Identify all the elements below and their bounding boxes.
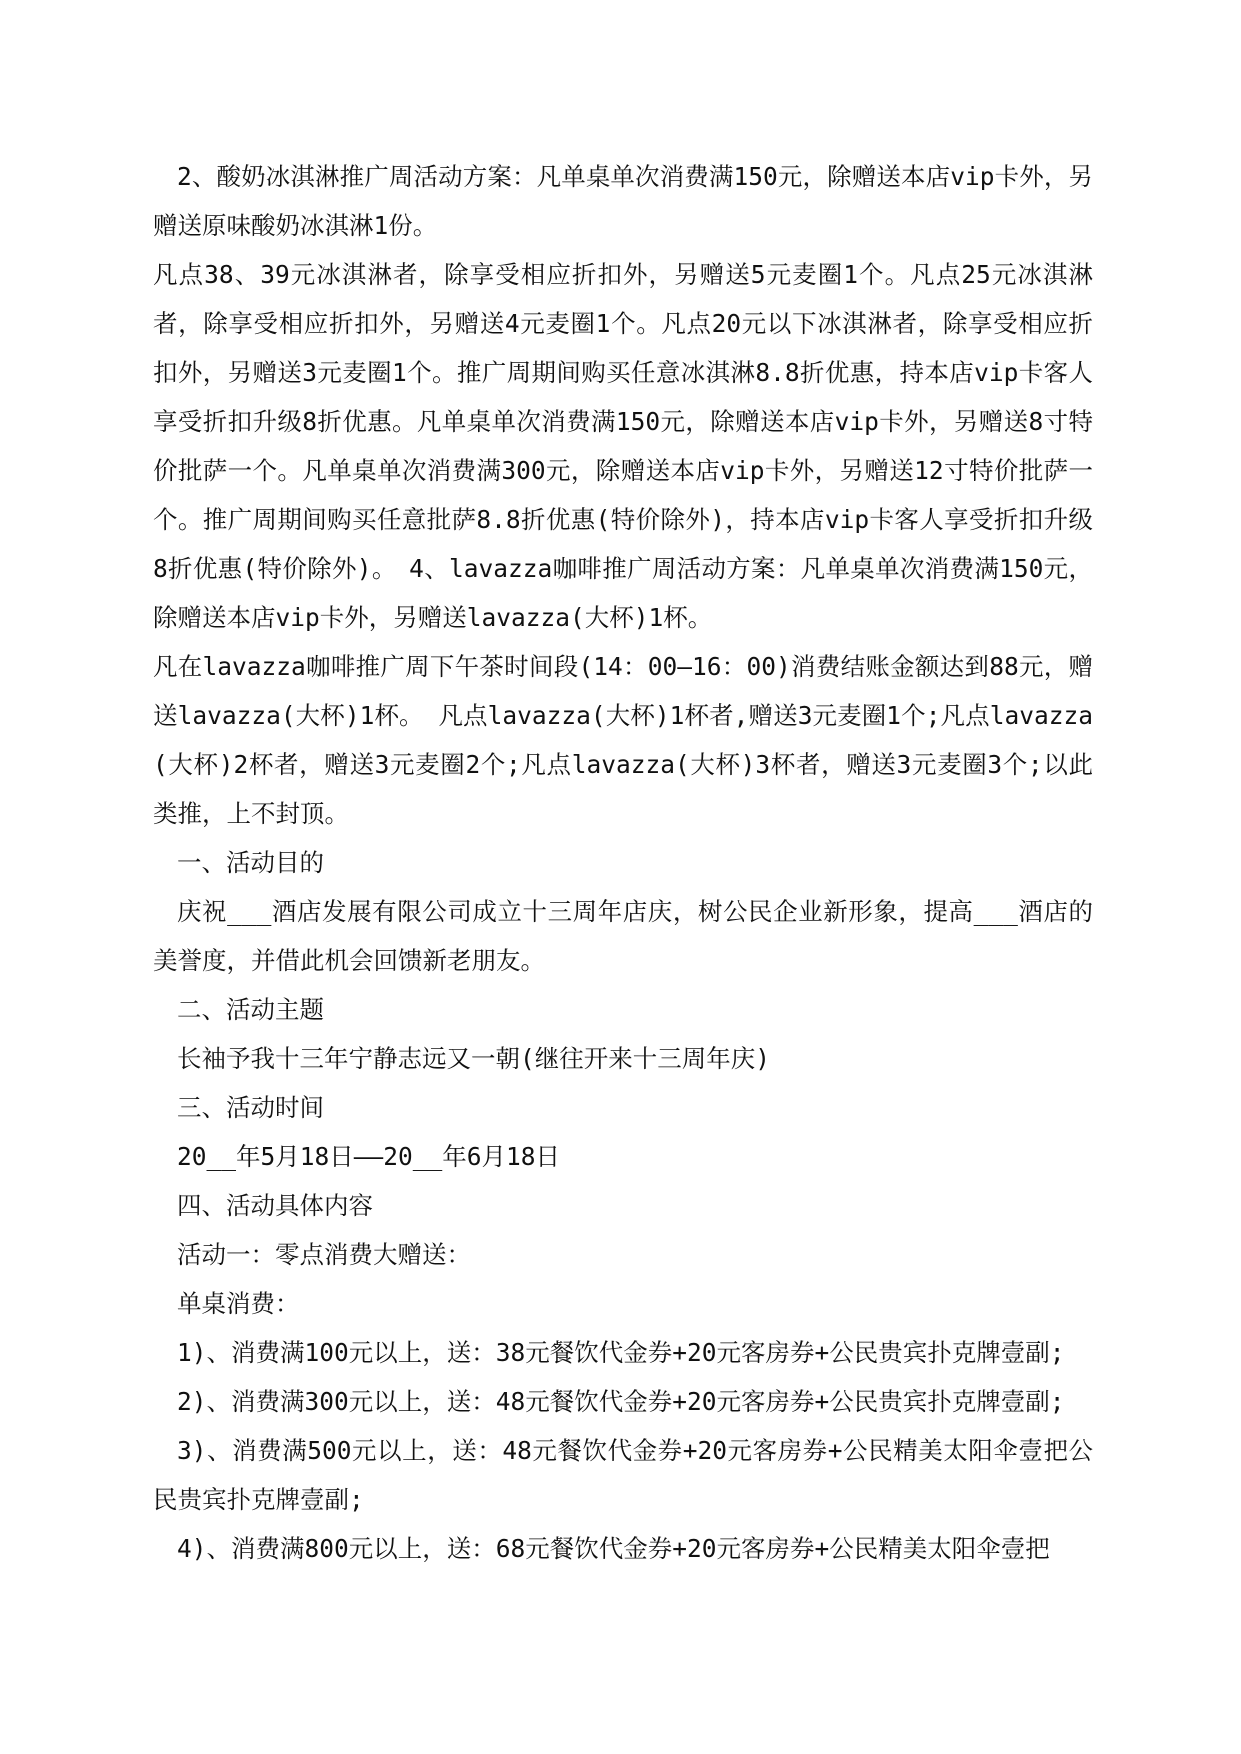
heading-activity-purpose: 一、活动目的 <box>177 848 324 877</box>
subheading-single-table: 单桌消费： <box>177 1289 300 1318</box>
document-page <box>153 152 1093 1573</box>
paragraph-activity-purpose: 庆祝___酒店发展有限公司成立十三周年店庆，树公民企业新形象，提高___酒店的美誉度，并借此机会回馈新老朋友。 <box>153 897 1093 975</box>
paragraph-yogurt-ice-cream-promo: 2、酸奶冰淇淋推广周活动方案：凡单桌单次消费满150元，除赠送本店vip卡外，另赠送原味酸奶冰淇淋1份。 <box>153 162 1093 240</box>
paragraph-activity-theme: 长袖予我十三年宁静志远又一朝(继往开来十三周年庆) <box>177 1044 770 1073</box>
list-item-spend-300: 2)、消费满300元以上，送：48元餐饮代金券+20元客房券+公民贵宾扑克牌壹副; <box>177 1387 1065 1416</box>
paragraph-ice-cream-and-pizza-offers: 凡点38、39元冰淇淋者，除享受相应折扣外，另赠送5元麦圈1个。凡点25元冰淇淋者，除享受相应折扣外，另赠送4元麦圈1个。凡点20元以下冰淇淋者，除享受相应折扣外，另赠送3元麦圈1个。推广周期间购买任意冰淇淋8.8折优惠，持本店vip卡客人享受折扣升级8折优惠。凡单桌单次消费满150元，除赠送本店vip卡外，另赠送8寸特价批萨一个。凡单桌单次消费满300元，除赠送本店vip卡外，另赠送12寸特价批萨一个。推广周期间购买任意批萨8.8折优惠(特价除外)，持本店vip卡客人享受折扣升级8折优惠(特价除外)。 4、lavazza咖啡推广周活动方案：凡单桌单次消费满150元，除赠送本店vip卡外，另赠送lavazza(大杯)1杯。 <box>153 260 1093 632</box>
list-item-spend-100: 1)、消费满100元以上，送：38元餐饮代金券+20元客房券+公民贵宾扑克牌壹副; <box>177 1338 1065 1367</box>
subheading-activity-one: 活动一：零点消费大赠送： <box>177 1240 471 1269</box>
heading-activity-theme: 二、活动主题 <box>177 995 324 1024</box>
paragraph-lavazza-afternoon-tea: 凡在lavazza咖啡推广周下午茶时间段(14：00—16：00)消费结账金额达到88元，赠送lavazza(大杯)1杯。 凡点lavazza(大杯)1杯者,赠送3元麦圈1个;凡点lavazza(大杯)2杯者，赠送3元麦圈2个;凡点lavazza(大杯)3杯者，赠送3元麦圈3个;以此类推，上不封顶。 <box>153 652 1093 828</box>
heading-activity-time: 三、活动时间 <box>177 1093 324 1122</box>
heading-activity-content: 四、活动具体内容 <box>177 1191 373 1220</box>
list-item-spend-800: 4)、消费满800元以上，送：68元餐饮代金券+20元客房券+公民精美太阳伞壹把 <box>177 1534 1050 1563</box>
paragraph-activity-time: 20__年5月18日——20__年6月18日 <box>177 1142 561 1171</box>
list-item-spend-500: 3)、消费满500元以上，送：48元餐饮代金券+20元客房券+公民精美太阳伞壹把公民贵宾扑克牌壹副; <box>153 1436 1093 1514</box>
